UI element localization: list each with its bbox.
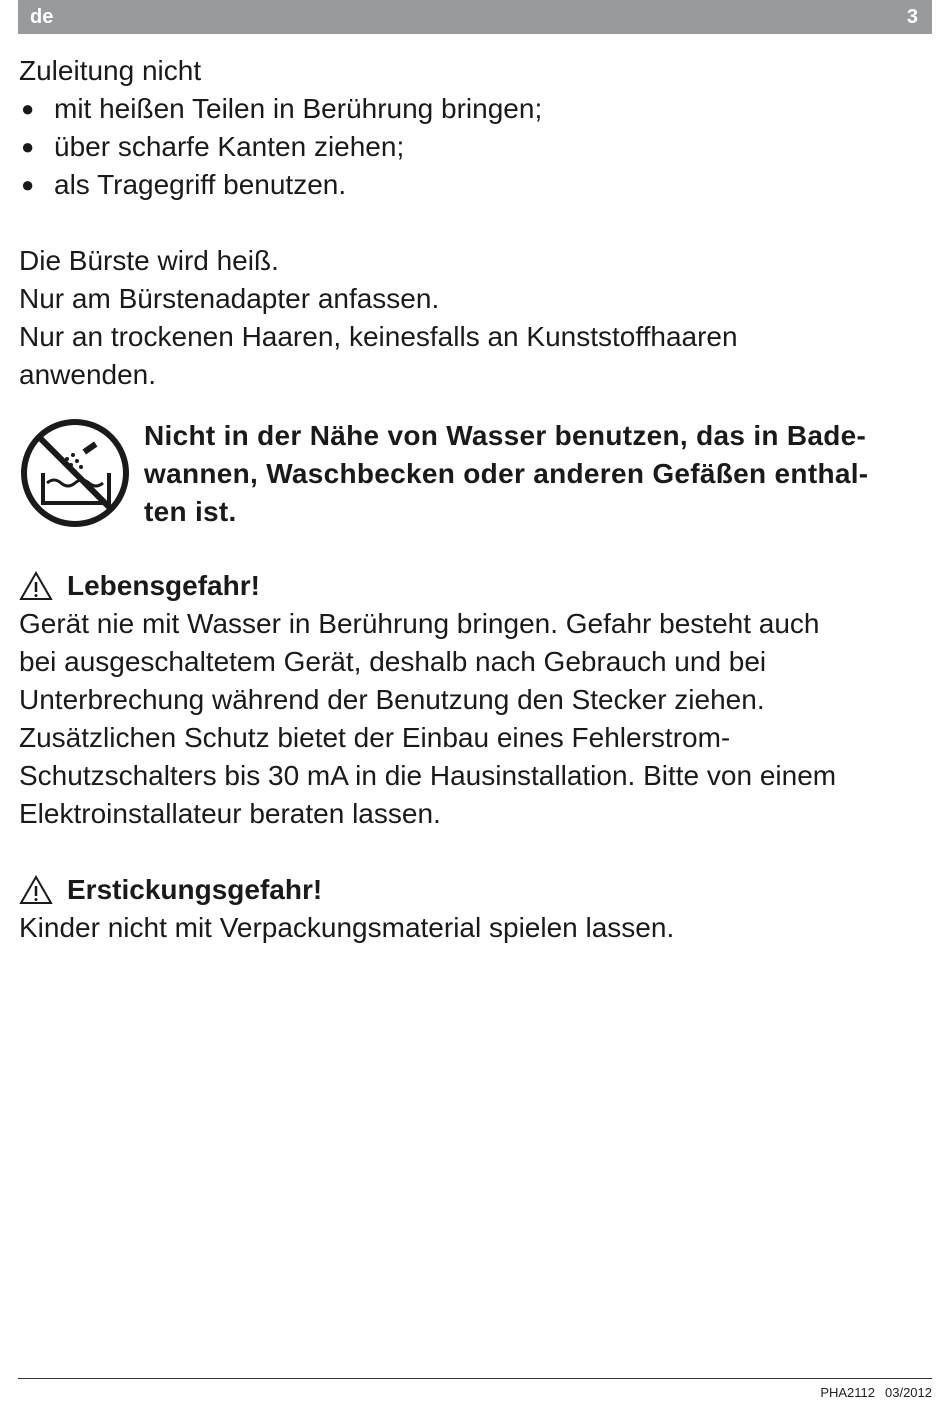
suffocation-heading (19, 871, 919, 909)
list-item: ● mit heißen Teilen in Berührung bringen; (19, 90, 919, 128)
no-water-icon (19, 417, 131, 529)
danger-line: Elektroinstallateur beraten lassen. (19, 798, 441, 829)
danger-line: Unterbrechung während der Benutzung den Stecker ziehen. (19, 684, 765, 715)
danger-line: bei ausgeschaltetem Gerät, deshalb nach Gebrauch und bei (19, 646, 767, 677)
danger-line: Gerät nie mit Wasser in Berührung bringen. Gefahr besteht auch (19, 608, 820, 639)
danger-line: Schutzschalters bis 30 mA in die Hausinstallation. Bitte von einem (19, 760, 837, 791)
page-footer (810, 1385, 932, 1400)
water-notice-text: Nicht in der Nähe von Wasser benutzen, das in Bade- wannen, Waschbecken oder anderen Gefäßen enthal- ten ist. (144, 420, 869, 527)
brush-line: anwenden. (19, 359, 157, 390)
footer-divider (18, 1378, 932, 1379)
bullet-icon: ● (21, 172, 35, 197)
page-header (18, 0, 932, 34)
cord-list (19, 90, 919, 204)
danger-title: Lebensgefahr! (67, 570, 260, 601)
page-number: 3 (906, 6, 918, 28)
danger-line: Zusätzlichen Schutz bietet der Einbau eines Fehlerstrom- (19, 722, 731, 753)
brush-line: Die Bürste wird heiß. (19, 245, 279, 276)
page-content (19, 52, 919, 947)
danger-heading (19, 567, 919, 605)
brush-line: Nur am Bürstenadapter anfassen. (19, 283, 440, 314)
cord-intro: Zuleitung nicht (19, 55, 202, 86)
suffocation-text: Kinder nicht mit Verpackungsmaterial spielen lassen. (19, 912, 675, 943)
suffocation-title: Erstickungsgefahr! (67, 874, 323, 905)
list-item: ● als Tragegriff benutzen. (19, 166, 919, 204)
bullet-icon: ● (21, 134, 35, 159)
warning-triangle-icon (19, 571, 53, 601)
water-notice (19, 417, 919, 567)
brush-line: Nur an trockenen Haaren, keinesfalls an Kunststoffhaaren (19, 321, 738, 352)
model-number: PHA2112 (820, 1385, 875, 1400)
warning-triangle-icon (19, 875, 53, 905)
language-label: de (30, 6, 54, 28)
document-date: 03/2012 (885, 1385, 932, 1400)
bullet-icon: ● (21, 96, 35, 121)
list-item: ● über scharfe Kanten ziehen; (19, 128, 919, 166)
